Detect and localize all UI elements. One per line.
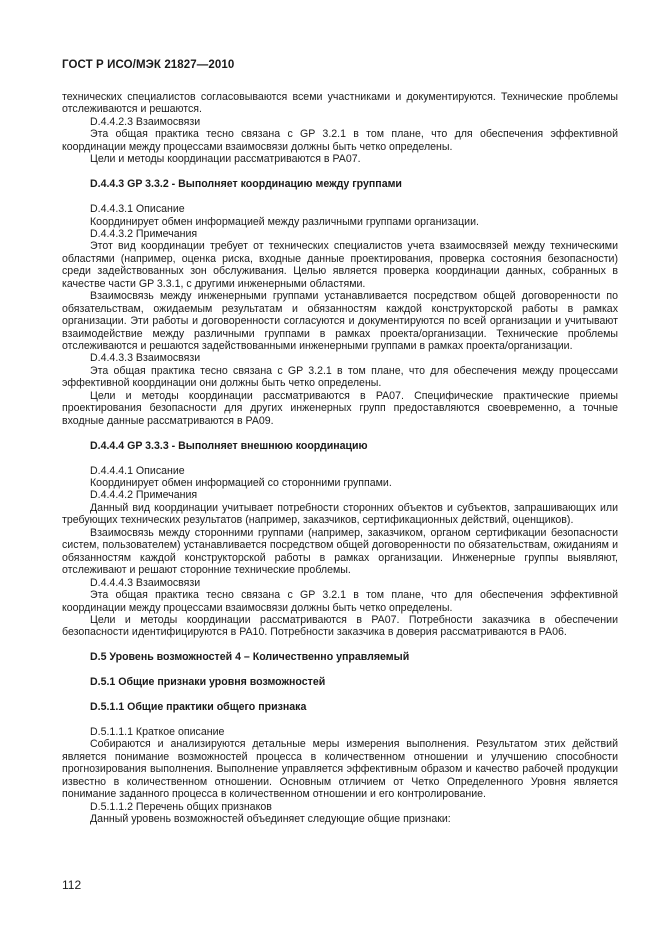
paragraph: Собираются и анализируются детальные меры измерения выполнения. Результатом этих действий является понимание возможностей процесса в количественном отношении и улучшению способности прогнозирования выполнения. Выполнение управляется эффективным образом и качество рабочей продукции известно в количественном отношении. Основным отличием от Четко Определенного Уровня является понимание заданного процесса в количественном отношении и его контролирование. xyxy=(62,738,618,801)
spacer xyxy=(62,427,618,439)
paragraph: Координирует обмен информацией со сторонними группами. xyxy=(90,476,392,489)
subsection-title: D.4.4.4.1 Описание xyxy=(90,464,185,477)
document-header: ГОСТ Р ИСО/МЭК 21827—2010 xyxy=(62,59,235,71)
subsection-title: D.5.1.1.1 Краткое описание xyxy=(90,725,225,738)
subsection-title: D.5.1.1.2 Перечень общих признаков xyxy=(90,800,272,813)
spacer xyxy=(62,664,618,676)
subsection-title: D.4.4.4.3 Взаимосвязи xyxy=(90,576,201,589)
paragraph: Этот вид координации требует от технических специалистов учета взаимосвязей между техническими областями (например, оценка риска, входные данные проектирования, проверка состояния безопасности) среди задействованных зон обслуживания. Целью является проверка координации данных, собранных в качестве части GP 3.3.1, с другими инженерными областями. xyxy=(62,240,618,290)
paragraph: Цели и методы координации рассматриваются в PA07. Специфические практические приемы проектирования безопасности для других инженерных групп предоставляются своевременно, а точные входные данные рассматриваются в PA09. xyxy=(62,389,618,427)
subsection-title: D.4.4.3.2 Примечания xyxy=(90,227,198,240)
section-heading: D.4.4.3 GP 3.3.2 - Выполняет координацию между группами xyxy=(90,178,402,191)
spacer xyxy=(62,452,618,464)
spacer xyxy=(62,714,618,726)
spacer xyxy=(62,191,618,203)
paragraph: Взаимосвязь между сторонними группами (например, заказчиком, органом сертификации безопасности систем, пользователем) устанавливается посредством общей договоренности по обязательствам, ожиданиям и обязанностям каждой конструкторской работы в рамках организации. Инженерные группы выявляют, отслеживают и решают сторонние технические проблемы. xyxy=(62,526,618,577)
subsection-title: D.4.4.3.1 Описание xyxy=(90,203,185,216)
paragraph: Эта общая практика тесно связана с GP 3.2.1 в том плане, что для обеспечения между процессами эффективной координации они должны быть четко определены. xyxy=(62,364,618,390)
paragraph: Эта общая практика тесно связана с GP 3.2.1 в том плане, что для обеспечения эффективной координации между процессами взаимосвязи должны быть четко определены. xyxy=(62,589,618,614)
document-body xyxy=(62,91,618,826)
paragraph: Данный вид координации учитывает потребности сторонних объектов и субъектов, запрашивающих или требующих технических результатов (например, заказчиков, сертификационных действий, оценщиков). xyxy=(62,501,618,527)
section-heading: D.4.4.4 GP 3.3.3 - Выполняет внешнюю координацию xyxy=(90,439,368,452)
spacer xyxy=(62,166,618,178)
paragraph: Взаимосвязь между инженерными группами устанавливается посредством общей договоренности по обязательствам, ожидаемым результатам и обязанностям каждой конструкторской работы в рамках организации. Эти работы и договоренности согласуются и документируются по всей организации и учитывают взаимодействие между различными группами в рамках проекта/организации. Технические проблемы отслеживаются и решаются задействованными инженерными группами в рамках проекта/организации. xyxy=(62,290,618,353)
paragraph: Эта общая практика тесно связана с GP 3.2.1 в том плане, что для обеспечения эффективной координации между процессами взаимосвязи должны быть четко определены. xyxy=(62,128,618,153)
paragraph: Цели и методы координации рассматриваются в PA07. xyxy=(90,153,361,166)
paragraph: технических специалистов согласовываются всеми участниками и документируются. Технические проблемы отслеживаются и решаются. xyxy=(62,91,618,116)
paragraph: Цели и методы координации рассматриваются в PA07. Потребности заказчика в обеспечении безопасности идентифицируются в PA10. Потребности заказчика в доверия рассматриваются в PA06. xyxy=(62,613,618,639)
subsection-title: D.4.4.4.2 Примечания xyxy=(90,489,198,502)
section-heading: D.5.1 Общие признаки уровня возможностей xyxy=(90,676,326,689)
paragraph: Данный уровень возможностей объединяет следующие общие признаки: xyxy=(90,813,451,826)
section-heading: D.5.1.1 Общие практики общего признака xyxy=(90,701,307,714)
subsection-title: D.4.4.2.3 Взаимосвязи xyxy=(90,115,201,128)
spacer xyxy=(62,639,618,651)
subsection-title: D.4.4.3.3 Взаимосвязи xyxy=(90,352,201,365)
spacer xyxy=(62,689,618,701)
section-heading: D.5 Уровень возможностей 4 – Количественно управляемый xyxy=(90,651,410,664)
page-number: 112 xyxy=(62,878,82,892)
paragraph: Координирует обмен информацией между различными группами организации. xyxy=(90,215,479,228)
